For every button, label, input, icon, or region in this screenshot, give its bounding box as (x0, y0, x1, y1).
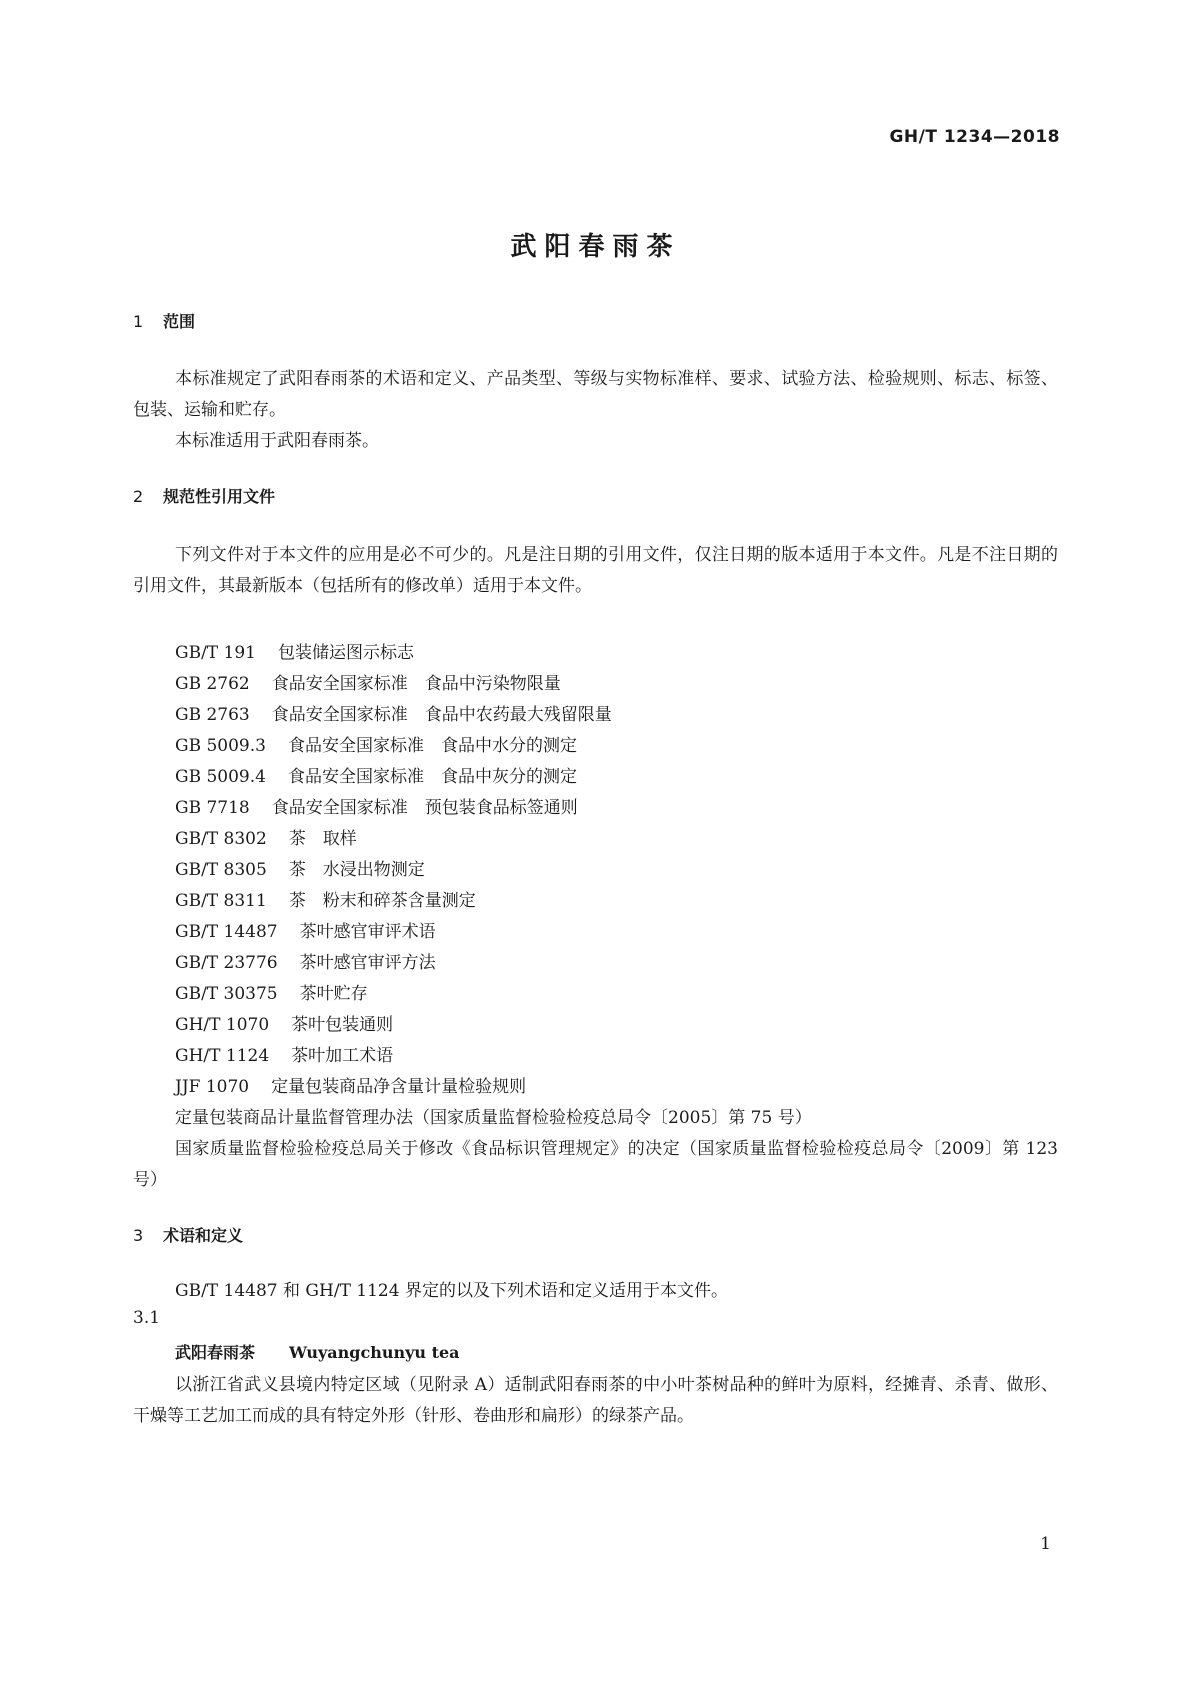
reference-item (175, 1010, 612, 1041)
reference-code: GB/T 8305 (175, 860, 267, 880)
reference-item (175, 886, 612, 917)
reference-title: 茶叶加工术语 (291, 1046, 394, 1066)
reference-item (175, 731, 612, 762)
reference-title: 茶叶贮存 (299, 984, 368, 1004)
term-definition: 以浙江省武义县境内特定区域（见附录 A）适制武阳春雨茶的中小叶茶树品种的鲜叶为原料，经摊青、杀青、做形、干燥等工艺加工而成的具有特定外形（针形、卷曲形和扁形）的绿茶产品。 (133, 1375, 1058, 1426)
term-english: Wuyangchunyu tea (289, 1343, 460, 1362)
reference-code: GB 5009.3 (175, 736, 266, 756)
section-title: 规范性引用文件 (163, 487, 276, 506)
reference-code: GB 5009.4 (175, 767, 266, 787)
reference-title: 茶叶感官审评术语 (299, 922, 436, 942)
reference-code: GB 7718 (175, 798, 250, 818)
document-title: 武阳春雨茶 (510, 232, 681, 262)
reference-list (175, 638, 612, 1103)
reference-title: 包装储运图示标志 (278, 643, 414, 663)
section-title: 术语和定义 (163, 1226, 244, 1245)
reference-code: GB/T 14487 (175, 922, 278, 942)
reference-title: 食品安全国家标准 预包装食品标签通则 (271, 798, 578, 818)
section-number: 1 (133, 312, 144, 331)
reference-item (175, 793, 612, 824)
references-intro: 下列文件对于本文件的应用是必不可少的。凡是注日期的引用文件，仅注日期的版本适用于本文件。凡是不注日期的引用文件，其最新版本（包括所有的修改单）适用于本文件。 (133, 545, 1058, 596)
section-title: 范围 (163, 312, 196, 331)
section-number: 3 (133, 1226, 144, 1245)
reference-item (175, 855, 612, 886)
reference-item (175, 948, 612, 979)
reference-code: GH/T 1124 (175, 1046, 270, 1066)
reference-title: 食品安全国家标准 食品中污染物限量 (271, 674, 561, 694)
scope-paragraph-2: 本标准适用于武阳春雨茶。 (175, 431, 379, 451)
term-entry (175, 1340, 460, 1363)
page-number: 1 (1040, 1534, 1051, 1554)
section-number: 2 (133, 487, 144, 506)
reference-code: GB 2763 (175, 705, 250, 725)
reference-item (175, 1041, 612, 1072)
term-chinese: 武阳春雨茶 (175, 1343, 256, 1362)
reference-title: 茶 水浸出物测定 (288, 860, 425, 880)
reference-title: 定量包装商品净含量计量检验规则 (271, 1077, 527, 1097)
section-heading-scope (133, 309, 195, 332)
reference-title: 茶叶感官审评方法 (299, 953, 436, 973)
reference-item (175, 979, 612, 1010)
reference-item (175, 1072, 612, 1103)
reference-title: 食品安全国家标准 食品中水分的测定 (287, 736, 577, 756)
reference-code: GB/T 8311 (175, 891, 267, 911)
reference-title: 茶 取样 (288, 829, 357, 849)
reference-item (175, 638, 612, 669)
reference-code: GH/T 1070 (175, 1015, 270, 1035)
reference-title: 茶 粉末和碎茶含量测定 (288, 891, 476, 911)
reference-item (175, 700, 612, 731)
section-heading-references (133, 484, 275, 507)
reference-code: GB 2762 (175, 674, 250, 694)
reference-code: GB/T 191 (175, 643, 256, 663)
clause-number: 3.1 (133, 1308, 161, 1328)
reference-code: GB/T 8302 (175, 829, 267, 849)
reference-title: 茶叶包装通则 (291, 1015, 394, 1035)
reference-item (175, 762, 612, 793)
reference-extra-1: 定量包装商品计量监督管理办法（国家质量监督检验检疫总局令〔2005〕第 75 号） (175, 1108, 812, 1128)
reference-title: 食品安全国家标准 食品中农药最大残留限量 (271, 705, 612, 725)
terms-intro: GB/T 14487 和 GH/T 1124 界定的以及下列术语和定义适用于本文件。 (175, 1281, 728, 1301)
scope-paragraph-1: 本标准规定了武阳春雨茶的术语和定义、产品类型、等级与实物标准样、要求、试验方法、检验规则、标志、标签、包装、运输和贮存。 (133, 369, 1058, 420)
reference-extra-2: 国家质量监督检验检疫总局关于修改《食品标识管理规定》的决定（国家质量监督检验检疫总局令〔2009〕第 123 号） (133, 1139, 1058, 1190)
section-heading-terms (133, 1223, 243, 1246)
reference-title: 食品安全国家标准 食品中灰分的测定 (287, 767, 577, 787)
reference-item (175, 917, 612, 948)
standard-code: GH/T 1234—2018 (889, 127, 1060, 147)
reference-code: GB/T 23776 (175, 953, 278, 973)
reference-code: JJF 1070 (175, 1077, 250, 1097)
reference-code: GB/T 30375 (175, 984, 278, 1004)
reference-item (175, 669, 612, 700)
reference-item (175, 824, 612, 855)
